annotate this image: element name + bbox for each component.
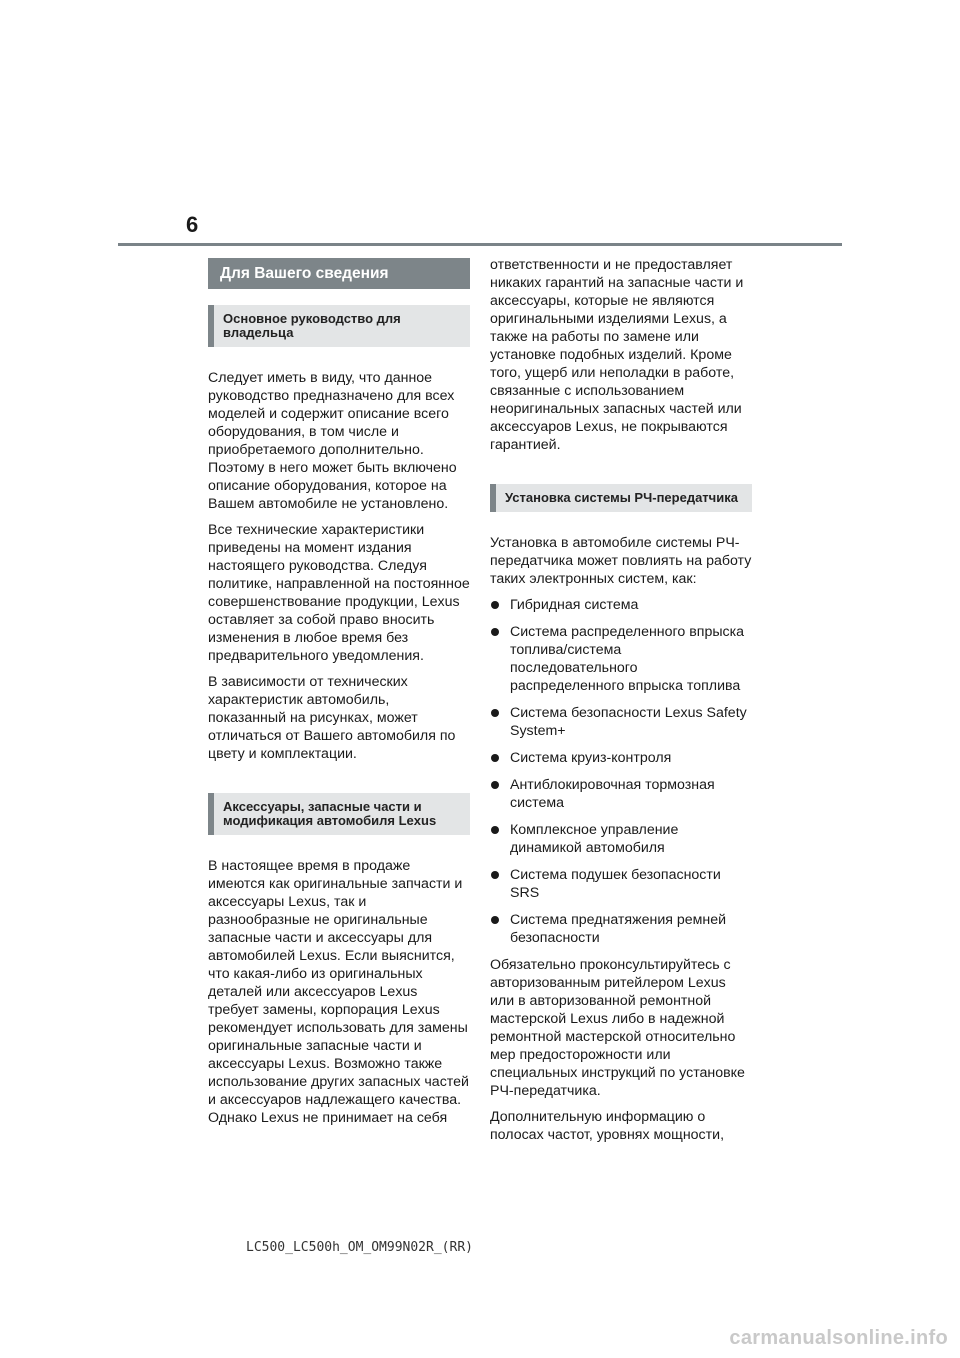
paragraph-illustrations: В зависимости от технических характеристик автомобиль, показанный на рисунках, может отличаться от Вашего автомобиля по цвету и комплектации. xyxy=(208,674,456,762)
list-item: Система круиз-контроля xyxy=(490,749,752,767)
list-item: Система преднатяжения ремней безопасности xyxy=(490,911,752,947)
paragraph-manual-scope: Следует иметь в виду, что данное руководство предназначено для всех моделей и содержит описание всего оборудования, в том числе и приобретаемого дополнительно. Поэтому в него может быть включено описание оборудования, которое на Вашем автомобиле не установлено. xyxy=(208,370,457,512)
bullet-icon xyxy=(491,781,499,789)
bullet-icon xyxy=(491,601,499,609)
bullet-icon xyxy=(491,628,499,636)
list-item: Система подушек безопасности SRS xyxy=(490,866,752,902)
bullet-icon xyxy=(491,826,499,834)
bullet-icon xyxy=(491,916,499,924)
heading-accessories: Аксессуары, запасные части и модификация автомобиля Lexus xyxy=(208,793,470,835)
paragraph-specifications: Все технические характеристики приведены на момент издания настоящего руководства. Следуя политике, направленной на постоянное совершенствование продукции, Lexus оставляет за собой право вносить изменения в любое время без предварительного уведомления. xyxy=(208,522,470,664)
list-item: Система безопасности Lexus Safety System+ xyxy=(490,704,752,740)
right-column xyxy=(490,256,752,1144)
bullet-icon xyxy=(491,754,499,762)
bullet-icon xyxy=(491,871,499,879)
affected-systems-list xyxy=(490,596,752,947)
list-item: Гибридная система xyxy=(490,596,752,614)
header-rule xyxy=(118,243,842,246)
list-item: Система распределенного впрыска топлива/система последовательного распределенного впрыска топлива xyxy=(490,623,752,695)
bullet-icon xyxy=(491,709,499,717)
paragraph-rf-intro: Установка в автомобиле системы РЧ-передатчика может повлиять на работу таких электронных систем, как: xyxy=(490,535,752,587)
paragraph-accessories-continued: ответственности и не предоставляет никаких гарантий на запасные части и аксессуары, которые не являются оригинальными изделиями Lexus, а также на работы по замене или установке подобных изделий. Кроме того, ущерб или неполадки в работе, связанные с использованием неоригинальных запасных частей или аксессуаров Lexus, не покрываются гарантией. xyxy=(490,257,744,453)
watermark: carmanualsonline.info xyxy=(729,1327,948,1349)
page-number: 6 xyxy=(186,212,199,237)
paragraph-consult-dealer: Обязательно проконсультируйтесь с авторизованным ритейлером Lexus или в авторизованной ремонтной мастерской Lexus либо в надежной ремонтной мастерской относительно мер предосторожности или специальных инструкций по установке РЧ-передатчика. xyxy=(490,957,745,1099)
section-title: Для Вашего сведения xyxy=(208,258,470,289)
heading-owners-manual: Основное руководство для владельца xyxy=(208,305,470,347)
heading-rf-transmitter: Установка системы РЧ-передатчика xyxy=(490,484,752,512)
footer-document-code: LC500_LC500h_OM_OM99N02R_(RR) xyxy=(246,1240,473,1255)
paragraph-frequency-info: Дополнительную информацию о полосах частот, уровнях мощности, xyxy=(490,1109,725,1143)
left-column xyxy=(208,256,470,1127)
list-item: Антиблокировочная тормозная система xyxy=(490,776,752,812)
paragraph-accessories: В настоящее время в продаже имеются как оригинальные запчасти и аксессуары Lexus, так и разнообразные не оригинальные запасные части и аксессуары для автомобилей Lexus. Если выяснится, что какая-либо из оригинальных деталей или аксессуаров Lexus требует замены, корпорация Lexus рекомендует использовать для замены оригинальные запасные части и аксессуары Lexus. Возможно также использование других запасных частей и аксессуаров надлежащего качества. Однако Lexus не принимает на себя xyxy=(208,858,469,1126)
list-item: Комплексное управление динамикой автомобиля xyxy=(490,821,752,857)
